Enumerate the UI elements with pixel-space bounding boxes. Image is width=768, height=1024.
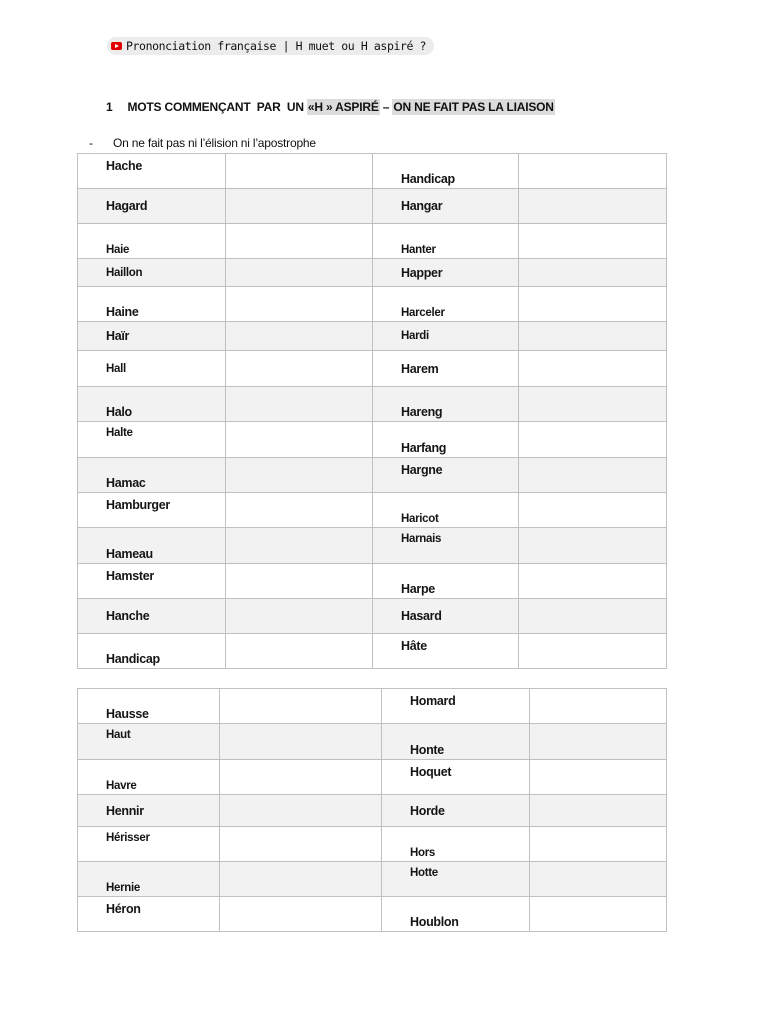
table-row [78,827,667,862]
word-cell: Hors [382,827,530,862]
word-cell: Harpe [373,564,519,599]
answer-cell[interactable] [519,458,667,493]
answer-cell[interactable] [519,422,667,458]
word-cell: Hareng [373,387,519,422]
word-cell: Happer [373,259,519,287]
bullet-text: On ne fait pas ni l’élision ni l’apostrophe [113,136,316,150]
answer-cell[interactable] [226,287,373,322]
word-cell: Houblon [382,897,530,932]
table-row [78,564,667,599]
word-cell: Hargne [373,458,519,493]
answer-cell[interactable] [519,599,667,634]
answer-cell[interactable] [530,689,667,724]
word-cell: Havre [78,760,220,795]
word-cell: Haine [78,287,226,322]
answer-cell[interactable] [530,724,667,760]
table-row [78,259,667,287]
table-row [78,458,667,493]
table-row [78,224,667,259]
answer-cell[interactable] [519,287,667,322]
word-cell: Hasard [373,599,519,634]
word-cell: Hoquet [382,760,530,795]
table-row [78,387,667,422]
word-cell: Handicap [373,154,519,189]
table-row [78,599,667,634]
answer-cell[interactable] [519,528,667,564]
word-cell: Hanter [373,224,519,259]
answer-cell[interactable] [226,458,373,493]
section-heading-separator: – [379,99,393,114]
answer-cell[interactable] [226,599,373,634]
bullet-dash: - [89,136,93,150]
answer-cell[interactable] [220,795,382,827]
answer-cell[interactable] [519,387,667,422]
word-cell: Hausse [78,689,220,724]
answer-cell[interactable] [226,224,373,259]
section-number: 1 [106,99,113,114]
section-heading-highlight-1: «H » ASPIRÉ [307,99,379,114]
word-cell: Harem [373,351,519,387]
table-row [78,287,667,322]
answer-cell[interactable] [519,493,667,528]
table-row [78,634,667,669]
answer-cell[interactable] [519,322,667,351]
youtube-play-icon [111,42,122,50]
table-row [78,189,667,224]
table-row [78,351,667,387]
word-cell: Homard [382,689,530,724]
word-cell: Hameau [78,528,226,564]
answer-cell[interactable] [226,154,373,189]
word-cell: Hennir [78,795,220,827]
answer-cell[interactable] [220,724,382,760]
answer-cell[interactable] [226,322,373,351]
bullet-note [89,136,316,150]
video-link-chip[interactable] [107,37,434,55]
word-cell: Hangar [373,189,519,224]
word-cell: Haricot [373,493,519,528]
word-cell: Haillon [78,259,226,287]
answer-cell[interactable] [519,259,667,287]
answer-cell[interactable] [530,827,667,862]
section-heading-highlight-2: ON NE FAIT PAS LA LIAISON [393,99,554,114]
answer-cell[interactable] [226,189,373,224]
word-cell: Harceler [373,287,519,322]
answer-cell[interactable] [519,634,667,669]
word-cell: Handicap [78,634,226,669]
answer-cell[interactable] [220,689,382,724]
answer-cell[interactable] [220,897,382,932]
word-cell: Hamac [78,458,226,493]
section-heading-text: MOTS COMMENÇANT PAR UN [127,99,307,114]
answer-cell[interactable] [519,189,667,224]
table-row [78,795,667,827]
answer-cell[interactable] [226,351,373,387]
table-row [78,760,667,795]
word-cell: Hall [78,351,226,387]
word-table-1 [77,153,667,669]
word-cell: Hamster [78,564,226,599]
answer-cell[interactable] [519,154,667,189]
word-cell: Hamburger [78,493,226,528]
video-link-label[interactable]: Prononciation française | H muet ou H aspiré ? [126,39,427,53]
table-row [78,322,667,351]
table-row [78,689,667,724]
word-cell: Hâte [373,634,519,669]
table-row [78,897,667,932]
table-row [78,154,667,189]
answer-cell[interactable] [226,422,373,458]
word-cell: Hache [78,154,226,189]
word-cell: Hérisser [78,827,220,862]
answer-cell[interactable] [226,493,373,528]
answer-cell[interactable] [226,387,373,422]
answer-cell[interactable] [519,351,667,387]
word-table-2 [77,688,667,932]
table-row [78,862,667,897]
word-cell: Héron [78,897,220,932]
word-cell: Haïr [78,322,226,351]
answer-cell[interactable] [226,528,373,564]
word-cell: Hagard [78,189,226,224]
table-row [78,493,667,528]
word-cell: Hotte [382,862,530,897]
word-cell: Halte [78,422,226,458]
section-heading [106,97,555,116]
word-cell: Harfang [373,422,519,458]
answer-cell[interactable] [530,760,667,795]
answer-cell[interactable] [226,259,373,287]
word-cell: Haie [78,224,226,259]
answer-cell[interactable] [226,634,373,669]
table-row [78,528,667,564]
answer-cell[interactable] [220,862,382,897]
word-cell: Harnais [373,528,519,564]
answer-cell[interactable] [519,224,667,259]
word-cell: Hardi [373,322,519,351]
table-row [78,422,667,458]
word-cell: Horde [382,795,530,827]
answer-cell[interactable] [519,564,667,599]
answer-cell[interactable] [530,795,667,827]
word-cell: Honte [382,724,530,760]
answer-cell[interactable] [220,827,382,862]
answer-cell[interactable] [220,760,382,795]
table-row [78,724,667,760]
word-cell: Hernie [78,862,220,897]
word-cell: Halo [78,387,226,422]
answer-cell[interactable] [530,897,667,932]
answer-cell[interactable] [530,862,667,897]
word-cell: Haut [78,724,220,760]
word-cell: Hanche [78,599,226,634]
answer-cell[interactable] [226,564,373,599]
